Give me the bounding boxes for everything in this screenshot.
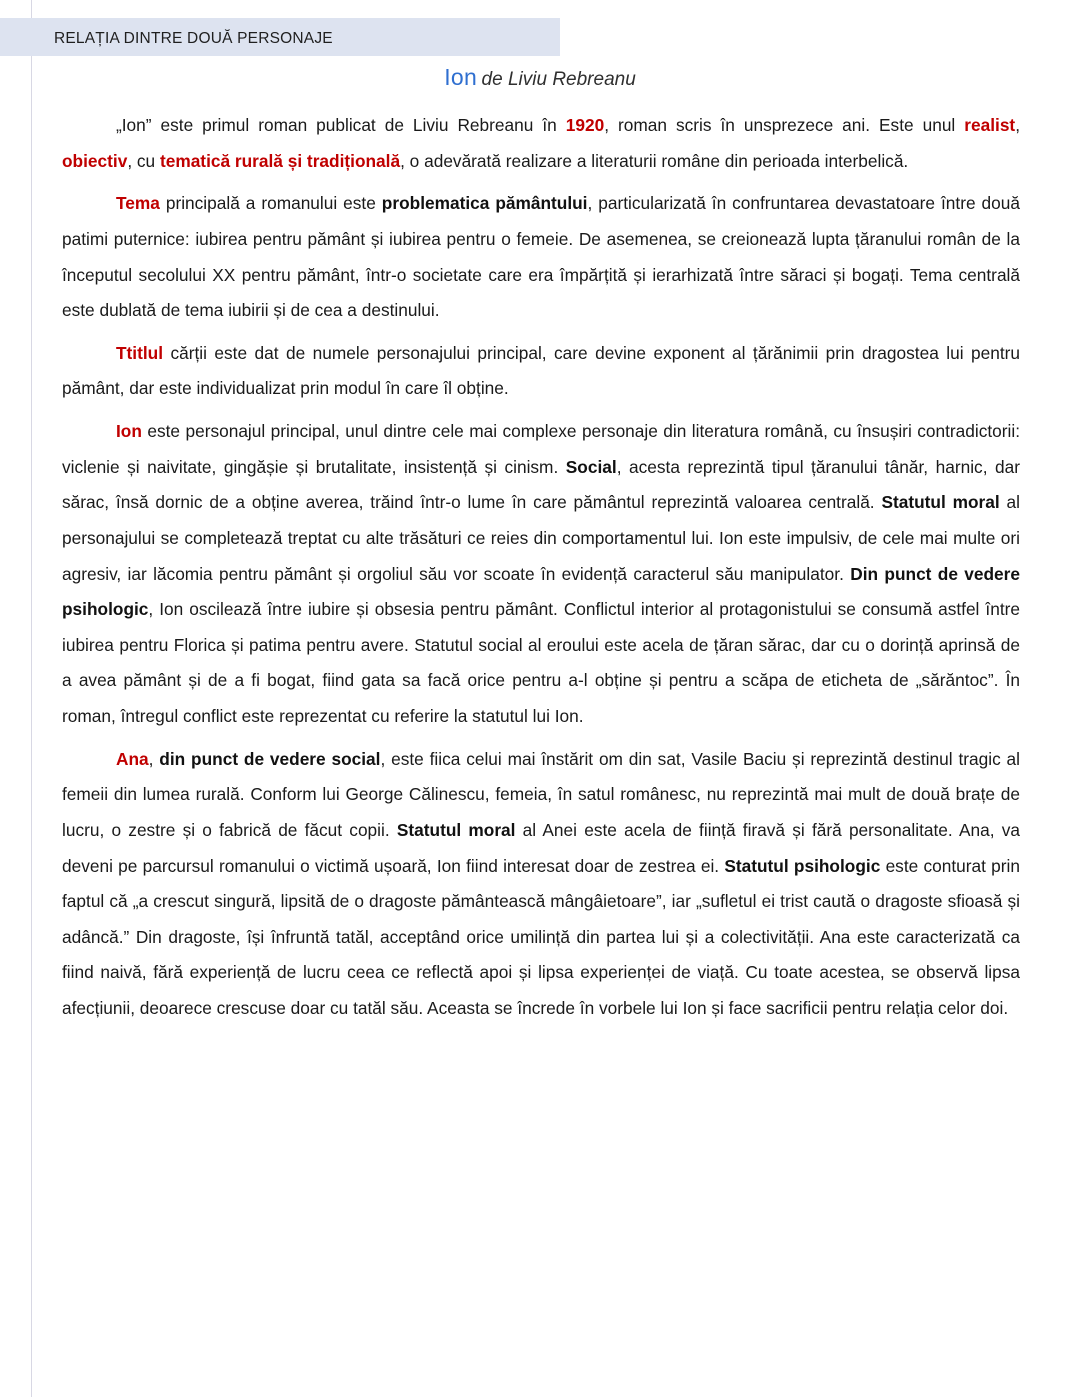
p5-seg1: , — [148, 748, 160, 769]
p1-bold1: realist — [964, 115, 1016, 135]
p2-lead: Tema — [116, 193, 160, 214]
p4-seg1: este personajul principal, unul dintre cele mai complexe personaje din literatura română, cu însușiri contradictorii: viclenie și naivitate, gingășie și brutalitate, insistență și cinism. — [62, 421, 1020, 477]
title-main: Ion — [444, 64, 478, 90]
p1-seg5: , o adevărată realizare a literaturii române din perioada interbelică. — [400, 150, 909, 171]
title-subtitle: de Liviu Rebreanu — [481, 69, 636, 90]
p3-seg1: cărții este dat de numele personajului principal, care devine exponent al țărănimii prin dragostea lui pentru pământ, dar este individualizat prin modul în care îl obține. — [62, 342, 1020, 399]
p3-lead: Ttitlul — [116, 342, 164, 363]
p5-bold2: Statutul moral — [396, 819, 516, 840]
p1-bold3: tematică rurală și tradițională — [159, 150, 401, 171]
p1-seg1: „Ion” este primul roman publicat de Liviu Rebreanu în — [116, 115, 566, 135]
p4-seg4: , Ion oscilează între iubire și obsesia pentru pământ. Conflictul interior al protagonistului se consumă astfel între iubirea pentru Florica și patima pentru avere. Statutul social al eroului este acela de țăran sărac, dar cu o dorință aprinsă de a avea pământ și de a fi bogat, fiind gata sa facă orice pentru a-l obține și pentru a scăpa de eticheta de „sărăntoc”. În roman, întregul conflict este reprezentat cu referire la statutul lui Ion. — [62, 599, 1020, 726]
p5-bold3: Statutul psihologic — [724, 855, 881, 876]
paragraph-ana — [62, 742, 1020, 1027]
p4-bold2: Statutul moral — [881, 492, 1000, 513]
paragraph-tema — [62, 186, 1020, 329]
p1-seg3: , — [1015, 115, 1020, 135]
document-body — [62, 108, 1020, 1034]
p5-seg2: , este fiica celui mai înstărit om din sat, Vasile Baciu și reprezintă destinul tragic al femeii din lumea rurală. Conform lui George Călinescu, femeia, în satul românesc, nu reprezintă mai mult de două brațe de lucru, o zestre și o fabrică de făcut copii. — [62, 748, 1020, 840]
p1-year: 1920 — [565, 115, 605, 135]
paragraph-intro — [62, 108, 1020, 179]
p2-seg1: principală a romanului este — [159, 193, 382, 214]
p4-seg3: al personajului se completează treptat cu alte trăsături ce reies din comportamentul lui. Ion este impulsiv, de cele mai multe ori agresiv, iar lăcomia pentru pământ și orgoliul său vor scoate în evidență caracterul său manipulator. — [62, 492, 1020, 584]
p5-bold1: din punct de vedere social — [159, 748, 381, 769]
p5-seg3: al Anei este acela de ființă firavă și fără personalitate. Ana, va deveni pe parcursul romanului o victimă ușoară, Ion fiind interesat doar de zestrea ei. — [62, 819, 1020, 876]
p4-lead: Ion — [116, 421, 142, 441]
section-tag-label: RELAȚIA DINTRE DOUĂ PERSONAJE — [54, 30, 333, 47]
p4-bold3: Din punct de vedere psihologic — [62, 563, 1020, 620]
p1-bold2: obiectiv — [62, 150, 128, 171]
p5-lead: Ana — [116, 748, 149, 769]
p4-seg2: , acesta reprezintă tipul țăranului tânăr, harnic, dar sărac, însă dornic de a obține averea, trăind într-o lume în care pământul reprezintă valoarea centrală. — [62, 456, 1020, 513]
paragraph-titlul — [62, 336, 1020, 407]
p4-bold1: Social — [565, 456, 617, 477]
p1-seg4: , cu — [127, 150, 160, 171]
p1-seg2: , roman scris în unsprezece ani. Este unul — [604, 115, 965, 135]
page-title — [0, 64, 1080, 91]
paragraph-ion — [62, 414, 1020, 735]
p2-seg2: , particularizată în confruntarea devastatoare între două patimi puternice: iubirea pentru pământ și iubirea pentru o femeie. De asemenea, se creionează lupta țăranului român de la începutul secolului XX pentru pământ, într-o societate care era împărțită și ierarhizată între săraci și bogați. Tema centrală este dublată de tema iubirii și de cea a destinului. — [62, 193, 1020, 321]
left-margin-rule — [31, 0, 32, 1397]
p2-bold1: problematica pământului — [381, 193, 588, 214]
p5-seg4: este conturat prin faptul că „a crescut singură, lipsită de o dragoste pământească mângâietoare”, iar „sufletul ei trist caută o dragoste sfioasă și adâncă.” Din dragoste, își înfruntă tatăl, acceptând orice umilință din partea lui și a colectivității. Ana este caracterizată ca fiind naivă, fără experiență de lucru ceea ce reflectă apoi și lipsa experienței de viață. Cu toate acestea, se observă lipsa afecțiunii, deoarece crescuse doar cu tatăl său. Aceasta se încrede în vorbele lui Ion și face sacrificii pentru relația celor doi. — [62, 855, 1020, 1018]
